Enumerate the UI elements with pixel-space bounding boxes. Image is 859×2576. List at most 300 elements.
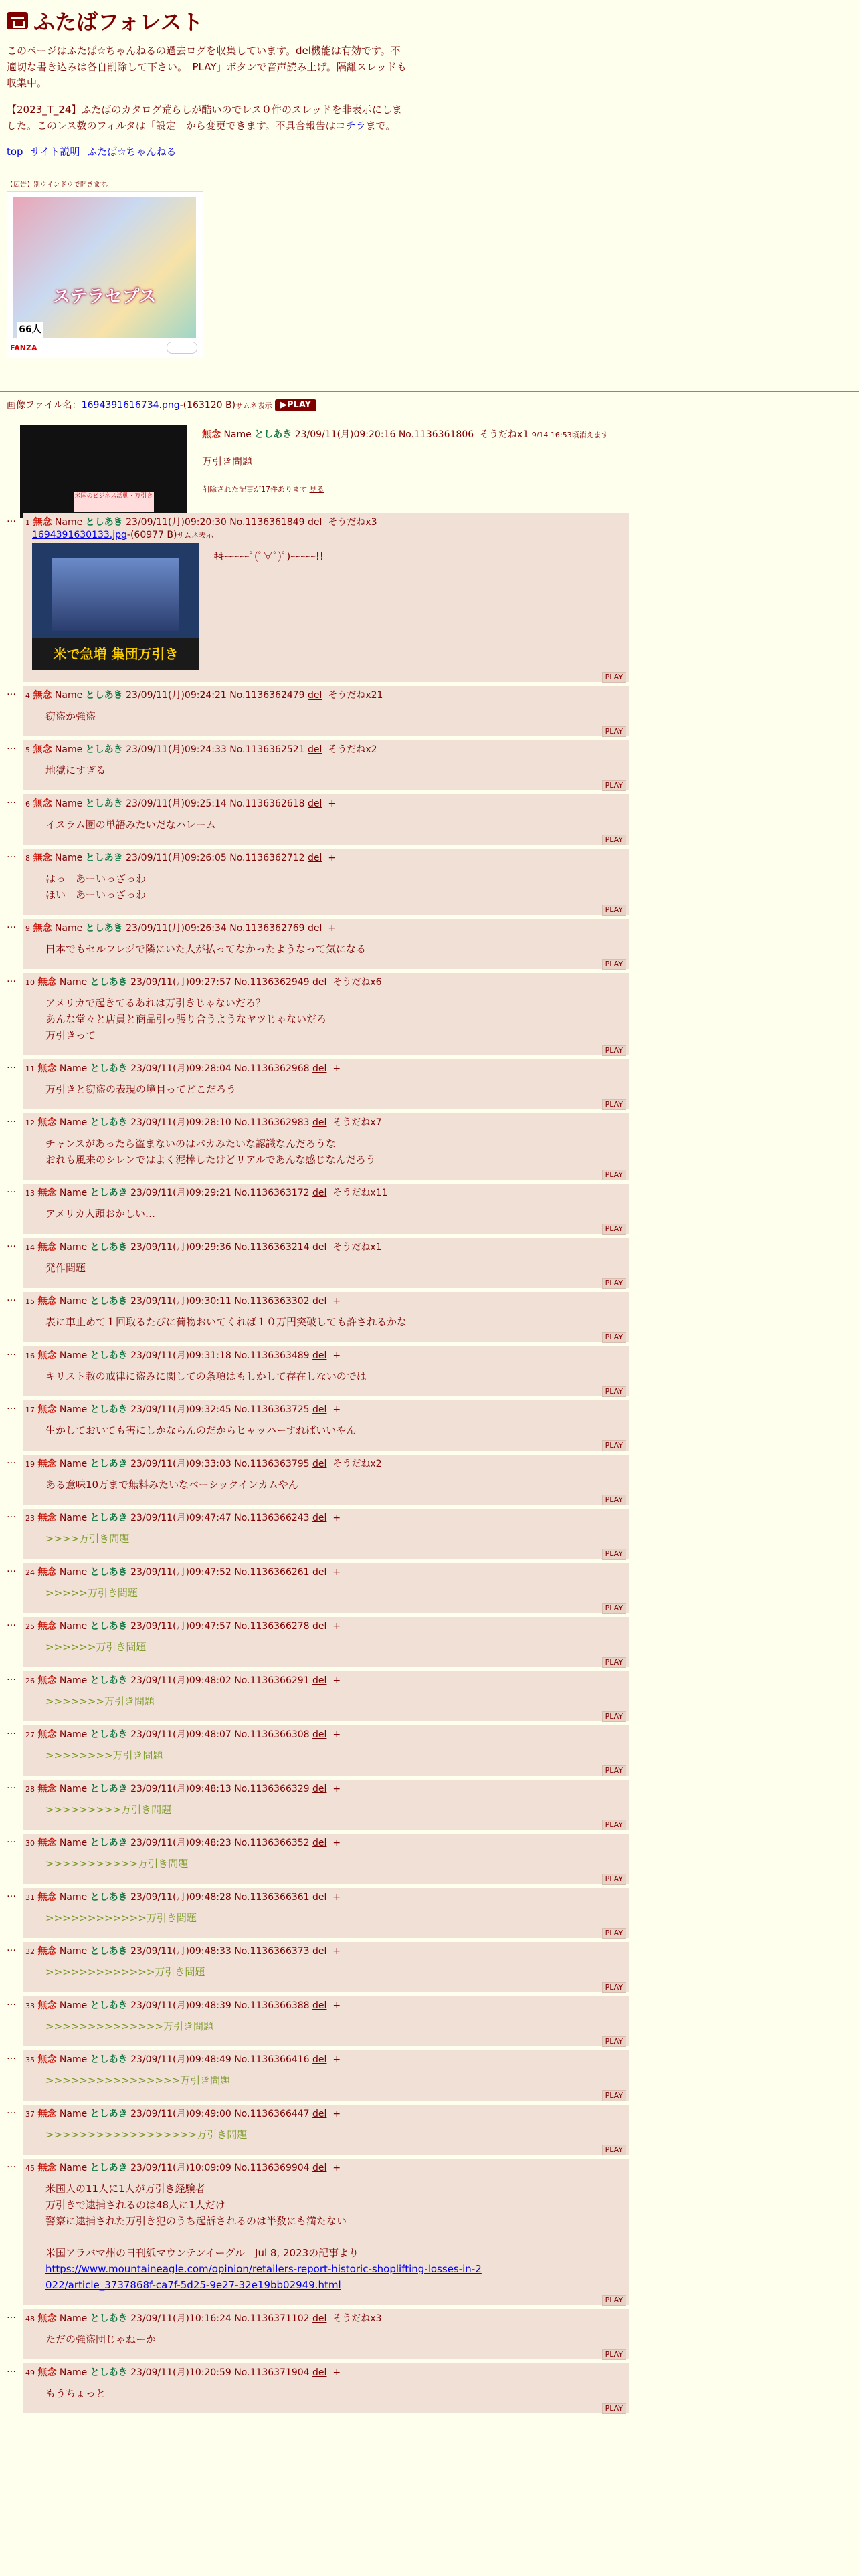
response-box: [23, 513, 629, 682]
res-thumb-scene: [52, 558, 179, 631]
menu-dots-icon[interactable]: …: [7, 1239, 16, 1249]
response-number: 17: [25, 1406, 35, 1414]
op-file-line: 画像ファイル名：1694391616734.png-(163120 B)サムネ表示 ▶PLAY: [7, 398, 856, 411]
response-header: [25, 1241, 625, 1255]
play-button[interactable]: PLAY: [602, 1099, 626, 1110]
nav-futaba-link[interactable]: ふたば☆ちゃんねる: [87, 146, 177, 158]
menu-dots-icon[interactable]: …: [7, 1564, 16, 1574]
response-name: としあき: [90, 1621, 128, 1632]
op-sodane[interactable]: そうだねx1: [480, 429, 529, 440]
sodane-button[interactable]: +: [332, 2000, 341, 2011]
response-subject: 無念: [37, 2109, 57, 2119]
menu-dots-icon[interactable]: …: [7, 1672, 16, 1683]
response-number: 37: [25, 2110, 35, 2119]
menu-dots-icon[interactable]: …: [7, 1618, 16, 1628]
response: [7, 1942, 629, 1992]
response-body: [45, 1136, 625, 1168]
response-name: としあき: [85, 798, 123, 809]
del-link[interactable]: del: [312, 1063, 327, 1074]
play-button[interactable]: PLAY: [602, 1982, 626, 1993]
del-link[interactable]: del: [312, 2000, 327, 2011]
play-button[interactable]: PLAY: [602, 1765, 626, 1776]
response: [7, 1888, 629, 1938]
response-date: 23/09/11(月)09:48:49: [130, 2054, 231, 2065]
nav-about-link[interactable]: サイト説明: [30, 146, 80, 158]
response-name: としあき: [90, 1188, 128, 1198]
response-no: No.1136366291: [234, 1675, 310, 1686]
menu-dots-icon[interactable]: …: [7, 1780, 16, 1791]
sodane-button[interactable]: +: [332, 1404, 341, 1415]
response-box: [23, 1184, 629, 1234]
del-link[interactable]: del: [312, 2109, 327, 2119]
response-line: 発作問題: [45, 1262, 86, 1274]
play-button[interactable]: PLAY: [602, 1874, 626, 1885]
response-no: No.1136363795: [234, 1459, 310, 1469]
play-button[interactable]: PLAY: [602, 672, 626, 683]
response-box: [23, 1563, 629, 1613]
menu-dots-icon[interactable]: …: [7, 920, 16, 930]
response-subject: 無念: [37, 1838, 57, 1848]
response-subject: 無念: [37, 1242, 57, 1253]
response-line: アメリカで起きてるあれは万引きじゃないだろ？: [45, 997, 266, 1009]
response-name-label: Name: [59, 1242, 88, 1253]
del-link[interactable]: del: [312, 1946, 327, 1957]
response-no: No.1136362769: [229, 923, 305, 934]
response-subject: 無念: [37, 977, 57, 988]
play-button[interactable]: PLAY: [602, 1928, 626, 1939]
sodane-button[interactable]: そうだねx21: [328, 690, 383, 701]
response-subject: 無念: [37, 1892, 57, 1903]
play-button[interactable]: PLAY: [602, 1495, 626, 1505]
response-body: [45, 708, 625, 724]
play-button[interactable]: PLAY: [602, 1386, 626, 1397]
sodane-button[interactable]: +: [332, 1567, 341, 1578]
sodane-button[interactable]: +: [332, 2109, 341, 2119]
response-box: [23, 2363, 629, 2413]
response-date: 23/09/11(月)09:48:23: [130, 1838, 231, 1848]
play-button[interactable]: PLAY: [602, 2090, 626, 2101]
response-number: 13: [25, 1189, 35, 1198]
response-line: もうちょっと: [45, 2387, 106, 2399]
response-name: としあき: [90, 1838, 128, 1848]
response-number: 4: [25, 691, 30, 700]
response: [7, 849, 629, 915]
response-name: としあき: [90, 1296, 128, 1307]
del-link[interactable]: del: [308, 744, 322, 755]
response-header: [25, 1062, 625, 1076]
response-name-label: Name: [54, 923, 83, 934]
response-line: >>>>>>>>>>>>>>万引き問題: [45, 2020, 213, 2032]
del-link[interactable]: del: [312, 2367, 327, 2378]
menu-dots-icon[interactable]: …: [7, 1060, 16, 1071]
response-body: [45, 1639, 625, 1655]
response-body: [45, 2018, 625, 2034]
response-box: [23, 919, 629, 969]
response-no: No.1136363725: [234, 1404, 310, 1415]
response-name-label: Name: [59, 1296, 88, 1307]
del-link[interactable]: del: [312, 1675, 327, 1686]
del-link[interactable]: del: [312, 2054, 327, 2065]
response-box: [23, 1400, 629, 1451]
response-name-label: Name: [59, 1063, 88, 1074]
play-button[interactable]: PLAY: [602, 1603, 626, 1614]
response-body: [45, 1206, 625, 1222]
sodane-button[interactable]: +: [332, 1621, 341, 1632]
response: [7, 1996, 629, 2046]
response-line: 地獄にすぎる: [45, 764, 106, 776]
response-date: 23/09/11(月)09:28:04: [130, 1063, 231, 1074]
report-link[interactable]: コチラ: [335, 120, 366, 132]
menu-dots-icon[interactable]: …: [7, 1401, 16, 1412]
response-line: チャンスがあったら盗まないのはバカみたいな認識なんだろうな: [45, 1138, 336, 1150]
response-name-label: Name: [59, 2000, 88, 2011]
response-box: [23, 794, 629, 845]
response-header: [25, 1620, 625, 1634]
ad-brand-logo: FANZA: [10, 344, 37, 352]
response-body: [214, 548, 324, 670]
menu-dots-icon[interactable]: …: [7, 1997, 16, 2008]
play-button[interactable]: PLAY: [602, 1440, 626, 1451]
response-no: No.1136361849: [229, 517, 305, 528]
response-box: [23, 1059, 629, 1109]
del-link[interactable]: del: [312, 1350, 327, 1361]
sodane-button[interactable]: そうだねx1: [332, 1242, 382, 1253]
op-thumb-caption: 米国のビジネス活動・万引き: [74, 492, 154, 512]
sodane-button[interactable]: +: [328, 853, 337, 863]
response-box: [23, 1346, 629, 1396]
menu-dots-icon[interactable]: …: [7, 1834, 16, 1845]
response-date: 23/09/11(月)09:20:30: [126, 517, 227, 528]
play-button[interactable]: PLAY: [602, 2036, 626, 2047]
menu-dots-icon[interactable]: …: [7, 741, 16, 752]
play-button[interactable]: PLAY: [602, 780, 626, 791]
response-name-label: Name: [59, 1513, 88, 1523]
response-line: >>>>>>>>>>>万引き問題: [45, 1858, 189, 1870]
response: [7, 1671, 629, 1721]
response-header: [25, 1295, 625, 1309]
response-header: [25, 1782, 625, 1796]
menu-dots-icon[interactable]: …: [7, 1347, 16, 1358]
response-body: [45, 1081, 625, 1097]
response-body: [45, 1856, 625, 1872]
response-name-label: Name: [59, 977, 88, 988]
response-name-label: Name: [59, 1946, 88, 1957]
sodane-button[interactable]: そうだねx2: [332, 1459, 382, 1469]
menu-dots-icon[interactable]: …: [7, 2310, 16, 2321]
response-date: 23/09/11(月)09:48:33: [130, 1946, 231, 1957]
response-line: 日本でもセルフレジで隣にいた人が払ってなかったようなって気になる: [45, 943, 367, 955]
response-box: [23, 973, 629, 1055]
response-body: [45, 871, 625, 903]
show-deleted-link[interactable]: 見る: [309, 485, 324, 494]
menu-dots-icon[interactable]: …: [7, 2364, 16, 2375]
response-number: 6: [25, 800, 30, 809]
op-thumbnail[interactable]: [20, 425, 187, 518]
menu-dots-icon[interactable]: …: [7, 1114, 16, 1125]
response-number: 1: [25, 518, 30, 527]
op-header: 無念 Name としあき 23/09/11(月)09:20:16 No.1136361806 そうだねx1 9/14 16:53頃消えます: [202, 429, 609, 440]
play-button[interactable]: PLAY: [602, 2295, 626, 2306]
menu-dots-icon[interactable]: …: [7, 2105, 16, 2116]
sodane-button[interactable]: そうだねx2: [328, 744, 377, 755]
response: [7, 1725, 629, 1776]
sodane-button[interactable]: そうだねx3: [328, 517, 377, 528]
response-header: [25, 1945, 625, 1959]
menu-dots-icon[interactable]: …: [7, 1943, 16, 1953]
sodane-button[interactable]: +: [332, 1946, 341, 1957]
response-body: [45, 2181, 625, 2293]
menu-dots-icon[interactable]: …: [7, 1889, 16, 1899]
response-header: [25, 1116, 625, 1130]
response-no: No.1136362479: [229, 690, 305, 701]
response-date: 23/09/11(月)09:24:33: [126, 744, 227, 755]
del-link[interactable]: del: [312, 977, 327, 988]
response-date: 23/09/11(月)09:26:05: [126, 853, 227, 863]
play-button[interactable]: PLAY: [602, 2145, 626, 2155]
response-number: 5: [25, 746, 30, 754]
article-link[interactable]: https://www.mountaineagle.com/opinion/retailers-report-historic-shoplifting-losses-in-2022/article_3737868f-ca7f-5d25-9e27-32e19bb02949.html: [45, 2263, 482, 2291]
response-no: No.1136366243: [234, 1513, 310, 1523]
response-subject: 無念: [37, 1350, 57, 1361]
response-no: No.1136366416: [234, 2054, 310, 2065]
response-line: >>>>>>>万引き問題: [45, 1695, 155, 1707]
play-button[interactable]: PLAY: [602, 835, 626, 845]
del-link[interactable]: del: [312, 1459, 327, 1469]
op-play-button[interactable]: ▶PLAY: [275, 399, 316, 411]
menu-dots-icon[interactable]: …: [7, 2159, 16, 2170]
sodane-button[interactable]: +: [332, 1784, 341, 1794]
response-header: [25, 1891, 625, 1905]
response-name: としあき: [85, 517, 123, 528]
response-header: [25, 2161, 625, 2175]
menu-dots-icon[interactable]: …: [7, 795, 16, 806]
response-subject: 無念: [37, 1784, 57, 1794]
sodane-button[interactable]: +: [332, 1513, 341, 1523]
play-button[interactable]: PLAY: [602, 726, 626, 737]
response-line: ただの強盗団じゃねーか: [45, 2333, 157, 2345]
response-name-label: Name: [59, 1675, 88, 1686]
del-link[interactable]: del: [312, 1513, 327, 1523]
response-name: としあき: [90, 1675, 128, 1686]
play-button[interactable]: PLAY: [602, 1657, 626, 1668]
response-name: としあき: [90, 1892, 128, 1903]
response-line: ｷｷｰｰｰｰｰﾟ(ﾟ∀ﾟ)ﾟ)ｰｰｰｰｰ!!: [214, 550, 324, 562]
response-body: [45, 1693, 625, 1709]
response-number: 25: [25, 1622, 35, 1631]
response-date: 23/09/11(月)09:47:57: [130, 1621, 231, 1632]
menu-dots-icon[interactable]: …: [7, 1184, 16, 1195]
response-line: >>>>>>>>>>>>>>>>万引き問題: [45, 2074, 231, 2086]
del-link[interactable]: del: [312, 1838, 327, 1848]
response-name: としあき: [90, 1242, 128, 1253]
response-name-label: Name: [59, 2367, 88, 2378]
response-name-label: Name: [54, 517, 83, 528]
menu-dots-icon[interactable]: …: [7, 687, 16, 697]
play-button[interactable]: PLAY: [602, 1278, 626, 1289]
del-link[interactable]: del: [308, 690, 322, 701]
sodane-button[interactable]: +: [328, 798, 337, 809]
response-name: としあき: [90, 1729, 128, 1740]
res-file-link[interactable]: 1694391630133.jpg: [32, 530, 127, 540]
response-box: [23, 1671, 629, 1721]
response-body: [45, 1422, 625, 1438]
del-link[interactable]: del: [312, 1242, 327, 1253]
del-link[interactable]: del: [312, 1729, 327, 1740]
del-link[interactable]: del: [312, 1404, 327, 1415]
response-no: No.1136362618: [229, 798, 305, 809]
response-header: [25, 851, 625, 865]
response-header: [25, 1674, 625, 1688]
response-no: No.1136366447: [234, 2109, 310, 2119]
response-number: 27: [25, 1731, 35, 1739]
response: [7, 1238, 629, 1288]
response-name: としあき: [85, 690, 123, 701]
del-link[interactable]: del: [308, 853, 322, 863]
del-link[interactable]: del: [312, 1296, 327, 1307]
response-header: [25, 689, 625, 703]
play-button[interactable]: PLAY: [602, 959, 626, 970]
play-button[interactable]: PLAY: [602, 1332, 626, 1343]
response-line: >>>>万引き問題: [45, 1533, 130, 1545]
menu-dots-icon[interactable]: …: [7, 1455, 16, 1466]
response-name: としあき: [90, 1404, 128, 1415]
menu-dots-icon[interactable]: …: [7, 2051, 16, 2062]
play-button[interactable]: PLAY: [602, 1224, 626, 1235]
response: [7, 1563, 629, 1613]
response-line: >>>>>>万引き問題: [45, 1641, 147, 1653]
sodane-button[interactable]: そうだねx6: [332, 977, 382, 988]
response-box: [23, 1113, 629, 1180]
response: [7, 1292, 629, 1342]
response-name-label: Name: [59, 1459, 88, 1469]
response-name-label: Name: [54, 744, 83, 755]
sodane-button[interactable]: そうだねx11: [332, 1188, 388, 1198]
ad-image[interactable]: [13, 197, 196, 338]
del-link[interactable]: del: [308, 517, 322, 528]
del-link[interactable]: del: [312, 1784, 327, 1794]
response-name: としあき: [85, 744, 123, 755]
response-number: 14: [25, 1243, 35, 1252]
response-no: No.1136362521: [229, 744, 305, 755]
sodane-button[interactable]: +: [332, 1296, 341, 1307]
play-button[interactable]: PLAY: [602, 905, 626, 916]
response: [7, 973, 629, 1055]
sodane-button[interactable]: +: [332, 1838, 341, 1848]
response-name-label: Name: [59, 1838, 88, 1848]
sodane-button[interactable]: そうだねx3: [332, 2313, 382, 2324]
play-button[interactable]: PLAY: [602, 1170, 626, 1180]
del-link[interactable]: del: [312, 1892, 327, 1903]
sodane-button[interactable]: そうだねx7: [332, 1117, 382, 1128]
response-header: [25, 922, 625, 936]
response-line: 万引きって: [45, 1029, 96, 1041]
play-button[interactable]: PLAY: [602, 2403, 626, 2414]
response-number: 15: [25, 1297, 35, 1306]
sodane-button[interactable]: +: [332, 2054, 341, 2065]
response-subject: 無念: [37, 2054, 57, 2065]
response-date: 23/09/11(月)09:33:03: [130, 1459, 231, 1469]
res-thumbnail[interactable]: [32, 543, 199, 670]
play-button[interactable]: PLAY: [602, 1549, 626, 1560]
sodane-button[interactable]: +: [332, 1063, 341, 1074]
response-no: No.1136363172: [234, 1188, 310, 1198]
sodane-button[interactable]: +: [332, 1729, 341, 1740]
menu-dots-icon[interactable]: …: [7, 514, 16, 524]
play-button[interactable]: PLAY: [602, 1045, 626, 1056]
sodane-button[interactable]: +: [332, 1350, 341, 1361]
response-name: としあき: [90, 2109, 128, 2119]
response-no: No.1136366278: [234, 1621, 310, 1632]
response-line: イスラム圏の単語みたいだなハレーム: [45, 819, 216, 831]
menu-dots-icon[interactable]: …: [7, 849, 16, 860]
sodane-button[interactable]: +: [332, 1892, 341, 1903]
sodane-button[interactable]: +: [328, 923, 337, 934]
response-list: [7, 513, 629, 2418]
response-header: [25, 976, 625, 990]
sodane-button[interactable]: +: [332, 2163, 341, 2173]
response: [7, 794, 629, 845]
response-date: 23/09/11(月)09:32:45: [130, 1404, 231, 1415]
menu-dots-icon[interactable]: …: [7, 1726, 16, 1737]
response-subject: 無念: [37, 2313, 57, 2324]
play-button[interactable]: PLAY: [602, 1820, 626, 1830]
response-line: ほい あーいっざっわ: [45, 889, 147, 901]
response-number: 10: [25, 978, 35, 987]
del-link[interactable]: del: [312, 1188, 327, 1198]
response-date: 23/09/11(月)09:24:21: [126, 690, 227, 701]
response-no: No.1136366329: [234, 1784, 310, 1794]
response-date: 23/09/11(月)09:27:57: [130, 977, 231, 988]
response-header: [25, 1566, 625, 1580]
del-link[interactable]: del: [308, 923, 322, 934]
del-link[interactable]: del: [312, 1117, 327, 1128]
response-date: 23/09/11(月)09:26:34: [126, 923, 227, 934]
response-body: [45, 817, 625, 833]
response-subject: 無念: [37, 2000, 57, 2011]
menu-dots-icon[interactable]: …: [7, 1293, 16, 1303]
play-button[interactable]: PLAY: [602, 1711, 626, 1722]
ad-banner[interactable]: [7, 191, 203, 358]
response-subject: 無念: [33, 853, 52, 863]
menu-dots-icon[interactable]: …: [7, 974, 16, 984]
del-link[interactable]: del: [312, 2313, 327, 2324]
del-link[interactable]: del: [308, 798, 322, 809]
response-date: 23/09/11(月)09:47:47: [130, 1513, 231, 1523]
response-no: No.1136366352: [234, 1838, 310, 1848]
nav-top-link[interactable]: top: [7, 146, 23, 158]
response-line: >>>>>>>>>万引き問題: [45, 1804, 172, 1816]
response-number: 31: [25, 1893, 35, 1902]
del-link[interactable]: del: [312, 1567, 327, 1578]
menu-dots-icon[interactable]: …: [7, 1509, 16, 1520]
response: [7, 1113, 629, 1180]
response-box: [23, 2105, 629, 2155]
del-link[interactable]: del: [312, 2163, 327, 2173]
response-name: としあき: [90, 1117, 128, 1128]
response-no: No.1136371904: [234, 2367, 310, 2378]
sodane-button[interactable]: +: [332, 1675, 341, 1686]
response-no: No.1136362712: [229, 853, 305, 863]
response-date: 23/09/11(月)09:48:39: [130, 2000, 231, 2011]
ad-pager-icon[interactable]: [167, 342, 197, 354]
response-name: としあき: [85, 853, 123, 863]
del-link[interactable]: del: [312, 1621, 327, 1632]
response: [7, 2105, 629, 2155]
response-date: 23/09/11(月)09:29:36: [130, 1242, 231, 1253]
play-button[interactable]: PLAY: [602, 2349, 626, 2360]
op-file-link[interactable]: 1694391616734.png: [81, 400, 180, 411]
sodane-button[interactable]: +: [332, 2367, 341, 2378]
